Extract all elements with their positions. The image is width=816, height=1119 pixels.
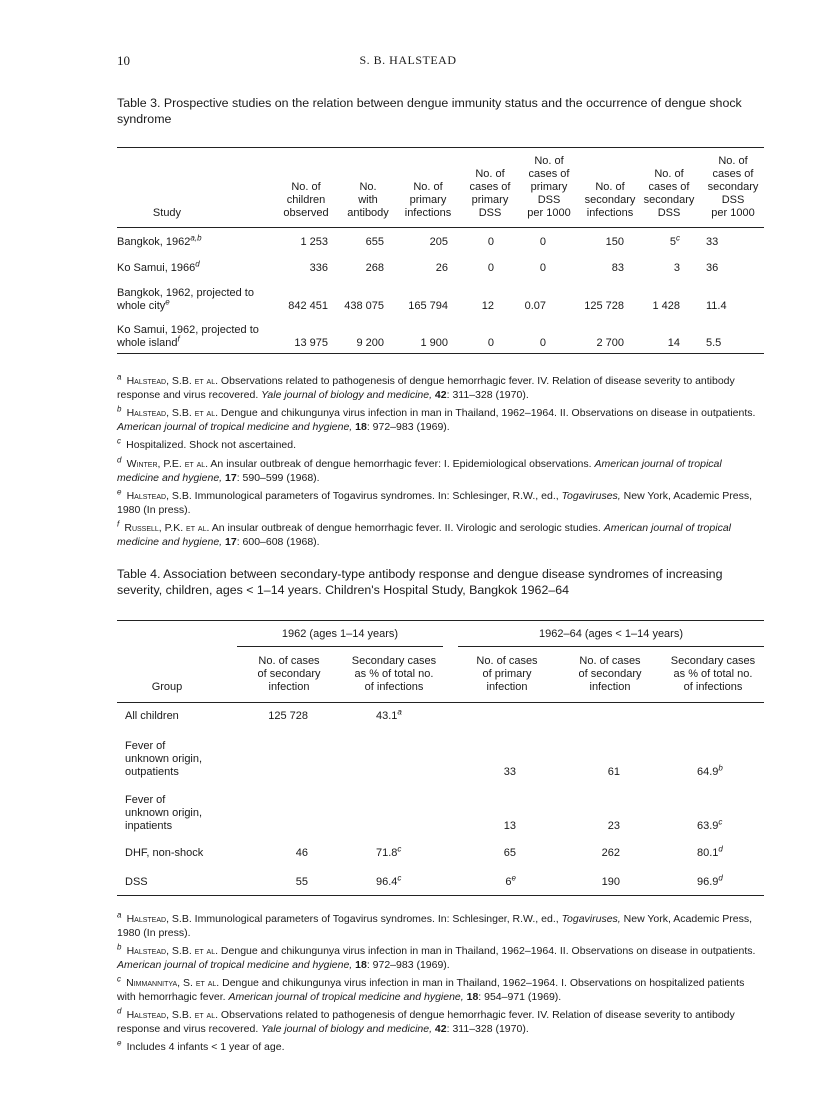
table3-row-study: Bangkok, 1962$^{a,b}$ <box>117 233 202 248</box>
table3-cell-secondary-dss-footnote-mark: c <box>676 233 680 243</box>
table3-cell-primary-dss-per-1000: 0 <box>539 262 546 274</box>
table4-cell-primary-1962-64: 13 <box>503 820 516 832</box>
table3-col-header-primary-dss: No. of cases of primary DSS <box>469 168 511 219</box>
study-footnote-mark: f <box>177 334 180 344</box>
footnote-journal: Togaviruses, <box>561 490 621 502</box>
table4-col-header-percent-1962-64: Secondary cases as % of total no. of infections <box>670 655 756 693</box>
table3-cell-primary-dss-per-1000: 0.07 <box>524 300 546 312</box>
table4-cell-secondary-1962: 46 <box>295 847 308 859</box>
table3-cell-secondary-dss-per-1000: 11.4 <box>706 300 727 312</box>
footnote-mark: a <box>117 910 124 920</box>
footnote-journal: Togaviruses, <box>561 913 621 925</box>
table4-row-group: Fever of unknown origin, outpatients <box>125 740 203 778</box>
table3-cell-secondary-dss: 1 428 <box>652 300 680 312</box>
table3-cell-primary-infections: 26 <box>435 262 448 274</box>
table3-cell-primary-infections: 165 794 <box>408 300 448 312</box>
footnote-mark: a <box>117 372 124 382</box>
table3-cell-primary-infections: 1 900 <box>420 337 448 349</box>
footnote-mark: e <box>117 487 124 497</box>
footnote-mark: b <box>117 942 124 952</box>
table4-cell-percent-1962-64: 80.1$^d$ <box>697 844 723 859</box>
footnote-journal: American journal of tropical medicine and hygiene, <box>117 420 353 433</box>
table4-cell-percent-1962-64: 64.9$^b$ <box>697 763 723 778</box>
table3-caption: Table 3. Prospective studies on the relation between dengue immunity status and the occurrence of dengue shock syndrome <box>117 96 742 126</box>
table4-cell-secondary-1962-64: 23 <box>607 820 620 832</box>
footnote-volume: 18 <box>463 990 479 1003</box>
table3-footnote-d: $^d$ Winter, P.E. et al. An insular outbreak of dengue hemorrhagic fever: I. Epidemiological observations. American journal of tropical medicine and hygiene, 17: 590–599 (1968). <box>117 455 722 484</box>
footnote-journal: Yale journal of biology and medicine, <box>261 388 433 401</box>
table4-col-header-percent-1962: Secondary cases as % of total no. of infections <box>351 655 437 693</box>
footnote-mark: d <box>117 455 124 465</box>
footnote-volume: 17 <box>222 535 237 548</box>
table4-group-header-1962: 1962 (ages 1–14 years) <box>281 628 399 640</box>
table3-top-rule <box>117 147 764 148</box>
footnote-author: Halstead, S.B. et al. <box>126 407 219 419</box>
table4-cell-percent-1962-64: 96.9$^d$ <box>697 873 723 888</box>
study-footnote-mark: e <box>165 297 170 307</box>
table4-col-header-secondary-1962: No. of cases of secondary infection <box>257 655 321 693</box>
table4-cell-percent-1962-footnote-mark: c <box>397 873 402 883</box>
table4-cell-percent-1962: 43.1$^a$ <box>376 707 402 722</box>
table3-cell-primary-dss: 0 <box>487 236 494 248</box>
study-footnote-mark: a,b <box>190 233 202 243</box>
table4-cell-primary-1962-64: 33 <box>503 766 516 778</box>
table3-cell-primary-infections: 205 <box>429 236 448 248</box>
table3-row-study: Ko Samui, 1966$^d$ <box>117 259 200 274</box>
table4-row-group: DSS <box>125 876 148 888</box>
table3-col-header-primary-dss-per-1000: No. of cases of primary DSS per 1000 <box>527 155 571 219</box>
footnote-volume: 42 <box>432 388 447 401</box>
table3-cell-children: 842 451 <box>288 300 328 312</box>
footnote-author: Halstead, S.B. <box>126 490 192 502</box>
table3-cell-primary-dss: 0 <box>487 337 494 349</box>
running-head-author: S. B. HALSTEAD <box>359 53 457 67</box>
footnote-journal: American journal of tropical medicine and hygiene, <box>117 522 731 548</box>
footnote-author: Winter, P.E. et al. <box>126 458 209 470</box>
table3-cell-antibody: 268 <box>365 262 384 274</box>
table4-row-group: DHF, non-shock <box>125 847 204 859</box>
table3-col-header-children: No. of children observed <box>283 181 329 219</box>
table4-footnote-c: $^c$ Nimmannitya, S. et al. Dengue and chikungunya virus infection in man in Thailand, 1962–1964. I. Observations on hospitalized patients with hemorrhagic fever. American journal of tropical medicine and hygiene, 18: 954–971 (1969). <box>117 974 745 1003</box>
table4-cell-primary-1962-64: 6e <box>505 873 516 888</box>
table3-cell-secondary-dss-per-1000: 36 <box>706 262 719 274</box>
table3-col-header-antibody: No. with antibody <box>347 181 389 219</box>
footnote-journal: American journal of tropical medicine and hygiene, <box>117 458 722 484</box>
table3-cell-secondary-dss: 14 <box>667 337 680 349</box>
table3-cell-primary-dss: 12 <box>481 300 494 312</box>
footnote-author: Halstead, S.B. <box>126 913 192 925</box>
table3-cell-children: 336 <box>309 262 328 274</box>
footnote-mark: f <box>117 519 122 529</box>
table4-footnote-b: $^b$ Halstead, S.B. et al. Dengue and chikungunya virus infection in man in Thailand, 1962–1964. II. Observations on disease in outpatients. American journal of tropical medicine and hygiene, 18: 972–983 (1969). <box>117 942 756 971</box>
table3-cell-secondary-dss-per-1000: 5.5 <box>706 337 722 349</box>
table4-group-rule-1962-64 <box>458 646 764 647</box>
footnote-journal: American journal of tropical medicine and hygiene, <box>117 958 353 971</box>
table3-cell-secondary-dss: 5$^c$ <box>669 233 680 248</box>
table4-cell-percent-1962-64: 63.9$^c$ <box>697 817 723 832</box>
table3-cell-antibody: 438 075 <box>344 300 384 312</box>
footnote-mark: b <box>117 404 124 414</box>
table4-footnote-a: $^a$ Halstead, S.B. Immunological parameters of Togavirus syndromes. In: Schlesinger, R.W., ed., Togaviruses, New York, Academic Press, 1980 (In press). <box>117 910 753 939</box>
study-footnote-mark: d <box>195 259 200 269</box>
table4-cell-percent-1962-64-footnote-mark: d <box>718 873 723 883</box>
table3-row-study: Bangkok, 1962, projected to whole city$^e$ <box>117 287 254 312</box>
table4-cell-percent-1962: 71.8$^c$ <box>376 844 402 859</box>
footnote-author: Halstead, S.B. et al. <box>126 1009 219 1021</box>
table4-cell-percent-1962: 96.4$^c$ <box>376 873 402 888</box>
table3-footnote-a: $^a$ Halstead, S.B. et al. Observations related to pathogenesis of dengue hemorrhagic fever. IV. Relation of disease severity to antibody response and virus recovered. Yale journal of biology and medicine, 42: 311–328 (1970). <box>117 372 735 401</box>
footnote-author: Halstead, S.B. et al. <box>126 375 219 387</box>
table3-header-rule <box>117 227 764 228</box>
table3-cell-children: 13 975 <box>294 337 328 349</box>
table3-footnote-f: $^f$ Russell, P.K. et al. An insular outbreak of dengue hemorrhagic fever. II. Virologic and serologic studies. American journal of tropical medicine and hygiene, 17: 600–608 (1968). <box>117 519 731 548</box>
table3-cell-secondary-infections: 2 700 <box>596 337 624 349</box>
table4-footnote-d: $^d$ Halstead, S.B. et al. Observations related to pathogenesis of dengue hemorrhagic fever. IV. Relation of disease severity to antibody response and virus recovered. Yale journal of biology and medicine, 42: 311–328 (1970). <box>117 1006 735 1035</box>
footnote-volume: 42 <box>432 1022 447 1035</box>
footnote-volume: 17 <box>222 471 237 484</box>
footnote-journal: Yale journal of biology and medicine, <box>261 1022 433 1035</box>
table3-cell-primary-dss-per-1000: 0 <box>539 337 546 349</box>
table4-top-rule <box>117 620 764 621</box>
table3-cell-antibody: 9 200 <box>356 337 384 349</box>
table4-cell-percent-1962-64-footnote-mark: c <box>718 817 723 827</box>
table3-footnote-b: $^b$ Halstead, S.B. et al. Dengue and chikungunya virus infection in man in Thailand, 1962–1964. II. Observations on disease in outpatients. American journal of tropical medicine and hygiene, 18: 972–983 (1969). <box>117 404 756 433</box>
table4-cell-percent-1962-footnote-mark: c <box>397 844 402 854</box>
table3-col-header-secondary-dss-per-1000: No. of cases of secondary DSS per 1000 <box>707 155 759 219</box>
table3-cell-primary-dss: 0 <box>487 262 494 274</box>
table4-col-header-group: Group <box>151 681 183 693</box>
table4-group-header-1962-64: 1962–64 (ages < 1–14 years) <box>538 628 684 640</box>
table4-cell-primary-1962-64: 65 <box>503 847 516 859</box>
table3-cell-secondary-dss: 3 <box>673 262 680 274</box>
footnote-volume: 18 <box>352 958 367 971</box>
footnote-mark: c <box>117 974 124 984</box>
table3-cell-children: 1 253 <box>300 236 328 248</box>
table4-group-rule-1962 <box>237 646 443 647</box>
table3-cell-secondary-infections: 83 <box>611 262 624 274</box>
table3-footnote-c: $^c$ Hospitalized. Shock not ascertained. <box>117 436 297 451</box>
table4-cell-primary-1962-64-footnote-mark: e <box>511 873 516 883</box>
table3-cell-antibody: 655 <box>365 236 384 248</box>
footnote-mark: e <box>117 1038 124 1048</box>
footnote-author: Russell, P.K. et al. <box>124 522 210 534</box>
table4-caption: Table 4. Association between secondary-type antibody response and dengue disease syndromes of increasing severity, children, ages < 1–14 years. Children's Hospital Study, Bangkok 1962–64 <box>117 567 723 597</box>
table4-cell-secondary-1962: 55 <box>295 876 308 888</box>
table3-col-header-secondary-dss: No. of cases of secondary DSS <box>643 168 695 219</box>
table4-row-group: Fever of unknown origin, inpatients <box>125 794 203 832</box>
table4-row-group: All children <box>125 710 179 722</box>
table4-col-header-primary-1962-64: No. of cases of primary infection <box>476 655 538 693</box>
table4-cell-percent-1962-footnote-mark: a <box>397 707 402 717</box>
table4-cell-secondary-1962: 125 728 <box>268 710 308 722</box>
table3-col-header-study: Study <box>152 207 182 219</box>
table3-row-study: Ko Samui, 1962, projected to whole island$^f$ <box>117 324 259 349</box>
table4-cell-secondary-1962-64: 262 <box>601 847 620 859</box>
table4-cell-percent-1962-64-footnote-mark: d <box>718 844 723 854</box>
table3-col-header-primary-infections: No. of primary infections <box>404 181 452 219</box>
table3-cell-secondary-infections: 150 <box>605 236 624 248</box>
table4-cell-percent-1962-64-footnote-mark: b <box>718 763 723 773</box>
table4-header-rule <box>117 702 764 703</box>
table3-col-header-secondary-infections: No. of secondary infections <box>584 181 636 219</box>
page-number: 10 <box>117 53 130 68</box>
table4-footnote-e: $^e$ Includes 4 infants < 1 year of age. <box>117 1038 285 1053</box>
table4-cell-secondary-1962-64: 61 <box>607 766 620 778</box>
table4-bottom-rule <box>117 895 764 896</box>
footnote-volume: 18 <box>352 420 367 433</box>
footnote-author: Halstead, S.B. et al. <box>126 945 219 957</box>
table3-bottom-rule <box>117 353 764 354</box>
footnote-author: Nimmannitya, S. et al. <box>126 977 220 989</box>
table3-cell-primary-dss-per-1000: 0 <box>539 236 546 248</box>
table3-footnote-e: $^e$ Halstead, S.B. Immunological parameters of Togavirus syndromes. In: Schlesinger, R.W., ed., Togaviruses, New York, Academic Press, 1980 (In press). <box>117 487 753 516</box>
footnote-mark: c <box>117 436 124 446</box>
table4-col-header-secondary-1962-64: No. of cases of secondary infection <box>578 655 642 693</box>
footnote-journal: American journal of tropical medicine and hygiene, <box>228 990 464 1003</box>
table3-cell-secondary-dss-per-1000: 33 <box>706 236 719 248</box>
footnote-mark: d <box>117 1006 124 1016</box>
table4-cell-secondary-1962-64: 190 <box>601 876 620 888</box>
table3-cell-secondary-infections: 125 728 <box>584 300 624 312</box>
